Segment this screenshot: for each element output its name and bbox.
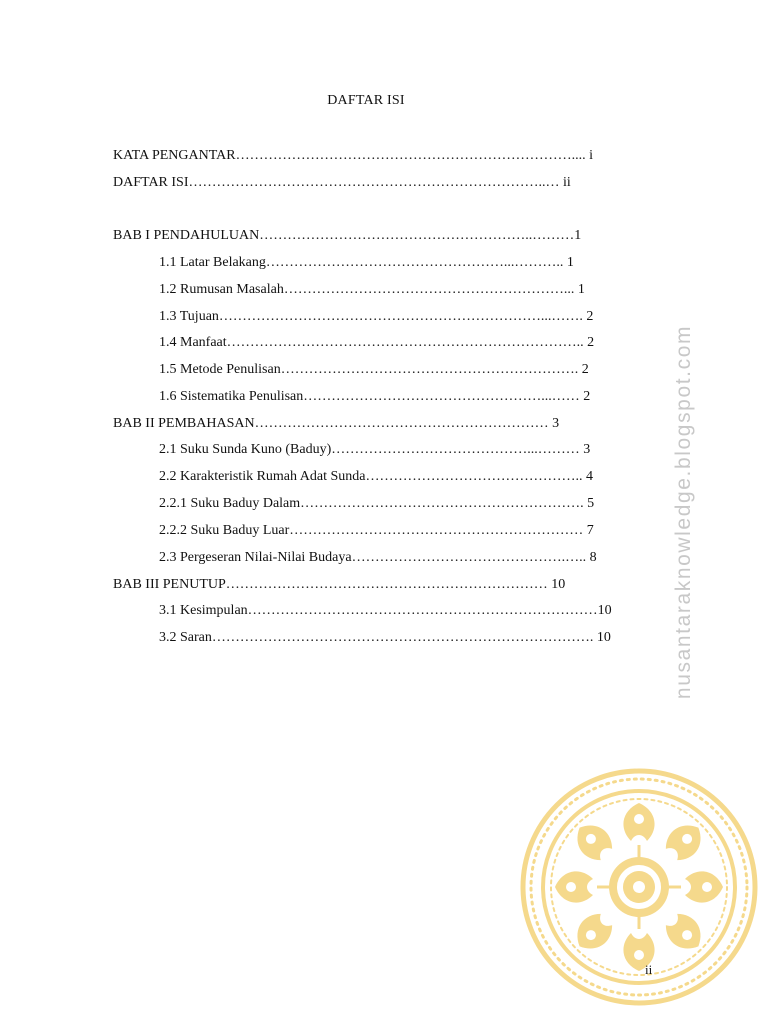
toc-entry-2-1: 2.1 Suku Sunda Kuno (Baduy)……………………………………...……… 3	[159, 442, 591, 457]
page-number: ii	[645, 962, 653, 977]
toc-entry-2-2: 2.2 Karakteristik Rumah Adat Sunda……………………………………….. 4	[159, 469, 593, 484]
toc-entry-2-2-2: 2.2.2 Suku Baduy Luar……………………………………………………… 7	[159, 523, 594, 538]
toc-entry-bab-3: BAB III PENUTUP…………………………………………………………… 10	[113, 577, 566, 592]
page-title: DAFTAR ISI	[327, 93, 405, 108]
toc-entry-2-3: 2.3 Pergeseran Nilai-Nilai Budaya……………………………………….….. 8	[159, 550, 597, 565]
toc-entry-1-3: 1.3 Tujuan……………………………………………………………...……. 2	[159, 309, 594, 324]
toc-entry-bab-2: BAB II PEMBAHASAN……………………………………………………… 3	[113, 416, 560, 431]
toc-entry-1-4: 1.4 Manfaat………………………………………………………………….. 2	[159, 335, 595, 350]
toc-entry-1-2: 1.2 Rumusan Masalah……………………………………………………... 1	[159, 282, 585, 297]
seal-watermark-icon	[519, 767, 759, 1007]
toc-entry-bab-1: BAB I PENDAHULUAN…………………………………………………..………1	[113, 228, 582, 243]
toc-entry-1-5: 1.5 Metode Penulisan………………………………………………………. 2	[159, 362, 589, 377]
toc-entry-2-2-1: 2.2.1 Suku Baduy Dalam……………………………………………………. 5	[159, 496, 595, 511]
toc-entry-3-1: 3.1 Kesimpulan…………………………………………………………………10	[159, 603, 612, 618]
blog-watermark-text: nusantaraknowledge.blogspot.com	[672, 324, 695, 700]
toc-entry-daftar-isi: DAFTAR ISI…………………………………………………………………..… ii	[113, 175, 571, 190]
toc-entry-1-1: 1.1 Latar Belakang……………………………………………...……….. 1	[159, 255, 574, 270]
toc-entry-kata-pengantar: KATA PENGANTAR……………………………………………………………….... i	[113, 148, 593, 163]
toc-entry-1-6: 1.6 Sistematika Penulisan……………………………………………...…… 2	[159, 389, 591, 404]
toc-entry-3-2: 3.2 Saran………………………………………………………………………. 10	[159, 630, 611, 645]
